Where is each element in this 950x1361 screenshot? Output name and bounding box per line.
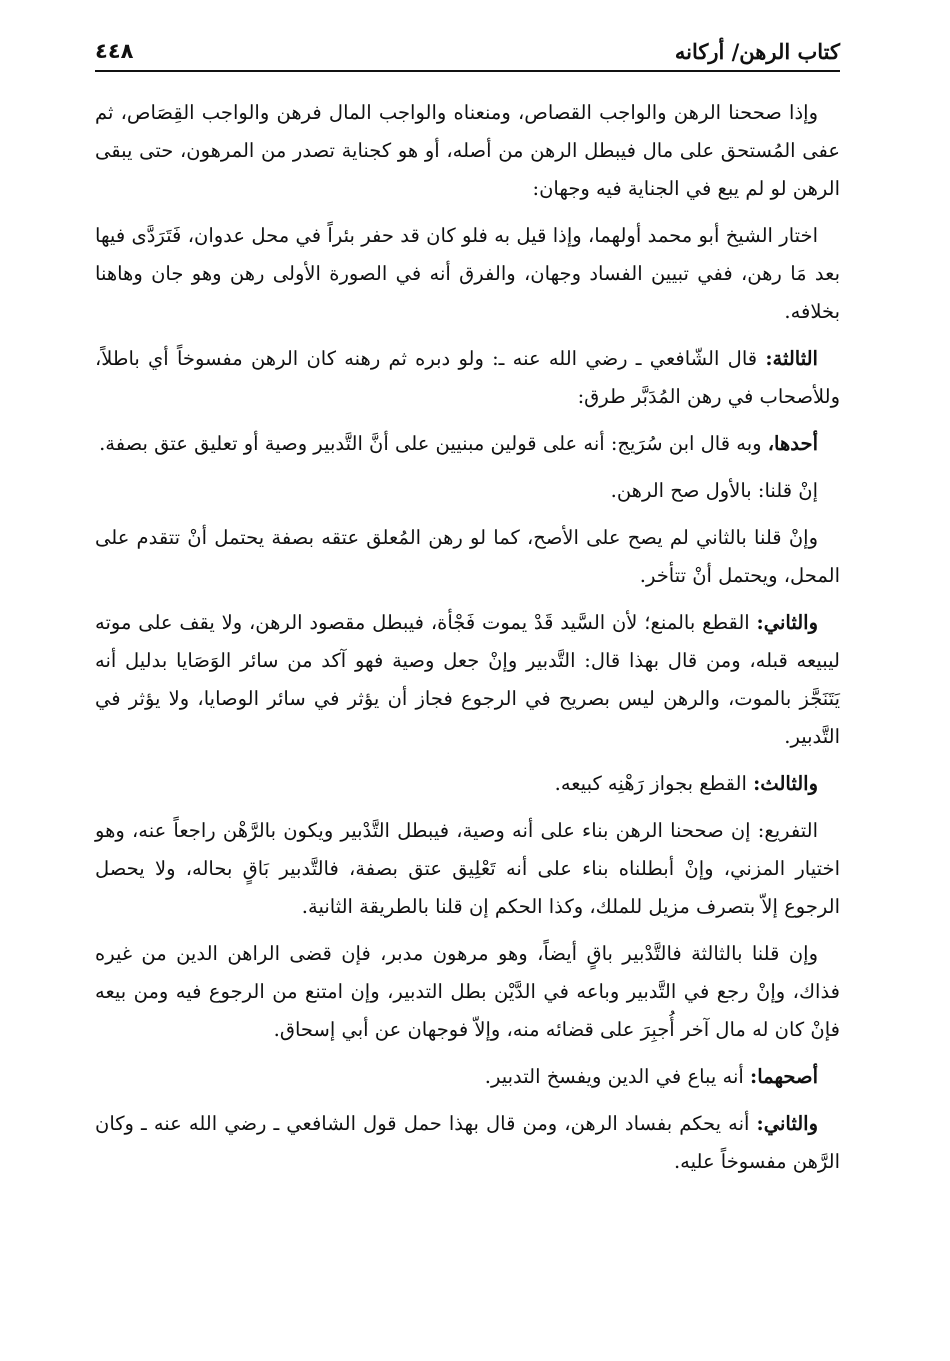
paragraph-lead: والثاني: (756, 611, 818, 634)
paragraph-text: أنه يباع في الدين ويفسخ التدبير. (484, 1065, 744, 1088)
paragraph-lead: والثالث: (753, 772, 818, 795)
header-rule (95, 70, 840, 72)
paragraph-text: القطع بالمنع؛ لأن السَّيد قَدْ يموت فَجْأة، فيبطل مقصود الرهن، ولا يقف على موته ليبيعه قبله، ومن قال بهذا قال: التَّدبير وإنْ جعل وصية فهو آكد من سائر الوَصَايا بدليل أنه يَتَنَجَّز بالموت، والرهن ليس بصريح في الرجوع فجاز أن يؤثر في سائر الوصايا، ولا يؤثر في التَّدبير. (95, 611, 840, 748)
paragraph-text: إنْ قلنا: بالأول صح الرهن. (610, 479, 818, 502)
paragraph-text: أنه يحكم بفساد الرهن، ومن قال بهذا حمل قول الشافعي ـ رضي الله عنه ـ وكان الرَّهن مفسوخاً عليه. (95, 1112, 840, 1173)
paragraph-text: اختار الشيخ أبو محمد أولهما، وإذا قيل به فلو كان قد حفر بئراً في محل عدوان، فَتَرَدَّى فيها بعد مَا رهن، ففي تبيين الفساد وجهان، والفرق أنه في الصورة الأولى رهن وهو جان وهاهنا بخلافه. (95, 224, 840, 323)
paragraph (95, 604, 840, 756)
paragraph-text: قال الشّافعي ـ رضي الله عنه ـ: ولو دبره ثم رهنه كان الرهن مفسوخاً أي باطلاً، وللأصحاب في رهن المُدَبَّر طرق: (95, 347, 840, 408)
page-number: ٤٤٨ (95, 39, 134, 63)
paragraph (95, 765, 840, 803)
paragraph (95, 1058, 840, 1096)
paragraph-lead: والثاني: (756, 1112, 818, 1135)
paragraph (95, 94, 840, 208)
paragraph (95, 519, 840, 595)
paragraph-text: وإنْ قلنا بالثاني لم يصح على الأصح، كما لو رهن المُعلق عتقه بصفة يحتمل أنْ تتقدم على المحل، ويحتمل أنْ تتأخر. (95, 526, 840, 587)
paragraph (95, 935, 840, 1049)
paragraph (95, 1105, 840, 1181)
paragraph-text: التفريع: إن صححنا الرهن بناء على أنه وصية، فيبطل التَّدْبير ويكون بالرَّهْن راجعاً عنه، وهو اختيار المزني، وإنْ أبطلناه بناء على أنه تَعْلِيق عتق بصفة، فالتَّدبير بَاقٍ بحاله، ولا يحصل الرجوع إلاّ بتصرف مزيل للملك، وكذا الحكم إن قلنا بالطريقة الثانية. (95, 819, 840, 918)
paragraph-text: وبه قال ابن سُرَيج: أنه على قولين مبنيين على أنَّ التَّدبير وصية أو تعليق عتق بصفة. (99, 432, 762, 455)
paragraph-text: القطع بجواز رَهْنِه كبيعه. (554, 772, 747, 795)
paragraph (95, 217, 840, 331)
paragraph (95, 425, 840, 463)
paragraph-text: وإن قلنا بالثالثة فالتَّدْبير باقٍ أيضاً، وهو مرهون مدبر، فإن قضى الراهن الدين من غيره فذاك، وإنْ رجع في التَّدبير وباعه في الدَّيْن بطل التدبير، وإن امتنع من الرجوع فيه ومن بيعه فإنْ كان له مال آخر أُجبِرَ على قضائه منه، وإلاّ فوجهان عن أبي إسحاق. (95, 942, 840, 1041)
paragraph-lead: الثالثة: (765, 347, 818, 370)
page-body (95, 94, 840, 1190)
paragraph-lead: أصحهما: (750, 1065, 818, 1088)
paragraph-lead: أحدها، (767, 432, 818, 455)
running-title: كتاب الرهن/ أركانه (674, 38, 840, 64)
paragraph (95, 812, 840, 926)
paragraph (95, 340, 840, 416)
paragraph (95, 472, 840, 510)
paragraph-text: وإذا صححنا الرهن والواجب القصاص، ومنعناه والواجب المال فرهن والواجب القِصَاص، ثم عفى المُستحق على مال فيبطل الرهن من أصله، أو هو كجناية تصدر من المرهون، حتى يبقى الرهن لو لم يبع في الجناية فيه وجهان: (95, 101, 840, 200)
page-header (95, 34, 840, 68)
